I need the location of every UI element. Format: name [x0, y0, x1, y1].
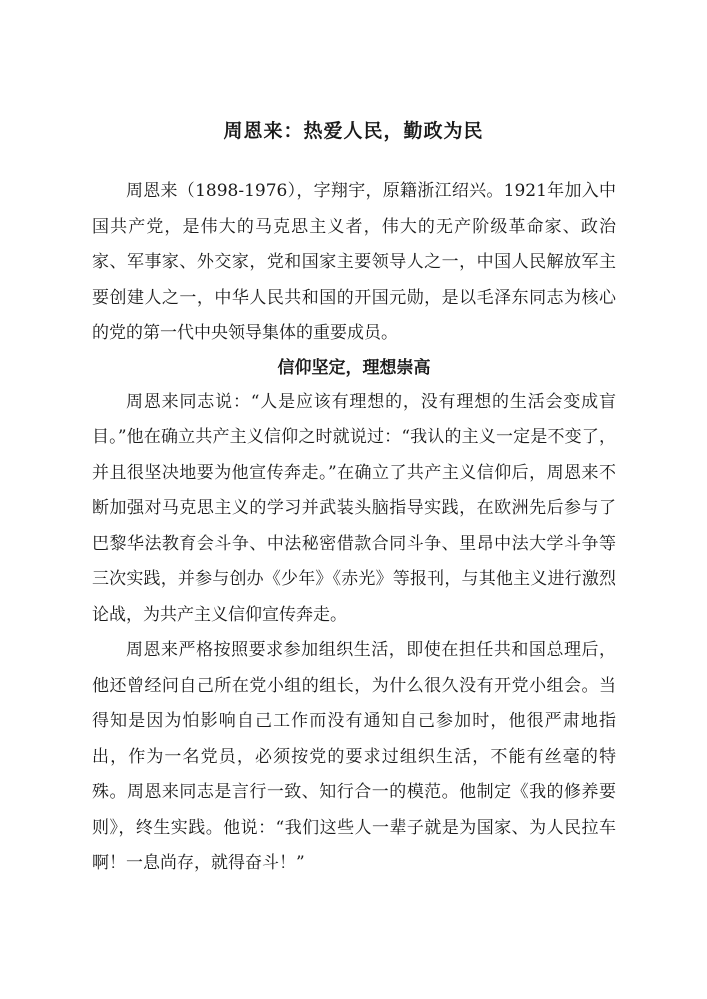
document-body	[92, 174, 616, 882]
section-heading: 信仰坚定，理想崇高	[277, 357, 431, 378]
body-paragraph-2: 周恩来严格按照要求参加组织生活，即使在担任共和国总理后，他还曾经问自己所在党小组的组长，为什么很久没有开党小组会。当得知是因为怕影响自己工作而没有通知自己参加时，他很严肃地指出，作为一名党员，必须按党的要求过组织生活，不能有丝毫的特殊。周恩来同志是言行一致、知行合一的模范。他制定《我的修养要则》，终生实践。他说：“我们这些人一辈子就是为国家、为人民拉车啊！一息尚存，就得奋斗！”	[92, 640, 616, 873]
intro-paragraph: 周恩来（1898-1976），字翔宇，原籍浙江绍兴。1921年加入中国共产党，是伟大的马克思主义者，伟大的无产阶级革命家、政治家、军事家、外交家，党和国家主要领导人之一，中国人民解放军主要创建人之一，中华人民共和国的开国元勋，是以毛泽东同志为核心的党的第一代中央领导集体的重要成员。	[92, 181, 616, 343]
body-paragraph-1: 周恩来同志说：“人是应该有理想的，没有理想的生活会变成盲目。”他在确立共产主义信仰之时就说过：“我认的主义一定是不变了，并且很坚决地要为他宣传奔走。”在确立了共产主义信仰后，周恩来不断加强对马克思主义的学习并武装头脑指导实践，在欧洲先后参与了巴黎华法教育会斗争、中法秘密借款合同斗争、里昂中法大学斗争等三次实践，并参与创办《少年》《赤光》等报刊，与其他主义进行激烈论战，为共产主义信仰宣传奔走。	[92, 391, 616, 625]
document-title: 周恩来：热爱人民，勤政为民	[223, 120, 484, 142]
